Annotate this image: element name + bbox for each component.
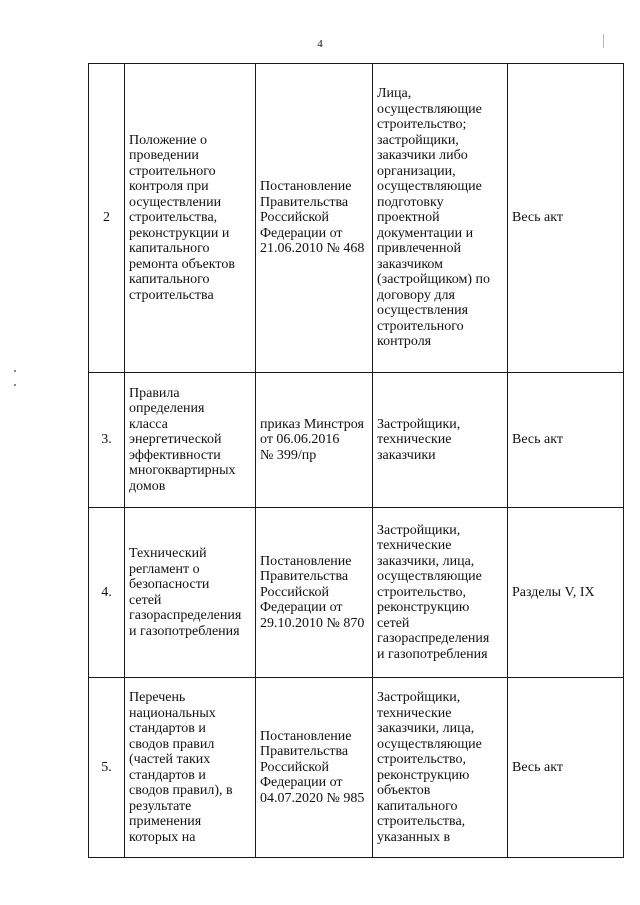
table-row: [89, 373, 624, 508]
act-scope: Весь акт: [508, 678, 624, 858]
act-scope: Весь акт: [508, 373, 624, 508]
act-name: Положение о проведении строительного контроля при осуществлении строительства, реконструкции и капитального ремонта объектов капитального строительства: [125, 64, 256, 373]
scan-dot: [14, 384, 16, 386]
row-number: 2: [89, 64, 125, 373]
act-scope: Разделы V, IX: [508, 508, 624, 678]
act-name: Правила определения класса энергетической эффективности многоквартирных домов: [125, 373, 256, 508]
act-name: Перечень национальных стандартов и сводов правил (частей таких стандартов и сводов правил), в результате применения которых на: [125, 678, 256, 858]
act-name: Технический регламент о безопасности сетей газораспределения и газопотребления: [125, 508, 256, 678]
page-number: 4: [317, 38, 323, 50]
scan-dot: [14, 370, 16, 372]
row-number: 3.: [89, 373, 125, 508]
act-subjects: Застройщики, технические заказчики, лица, осуществляющие строительство, реконструкцию объектов капитального строительства, указанных в: [373, 678, 508, 858]
act-scope: Весь акт: [508, 64, 624, 373]
table-row: [89, 508, 624, 678]
act-subjects: Лица, осуществляющие строительство; застройщики, заказчики либо организации, осуществляющие подготовку проектной документации и привлеченной заказчиком (застройщиком) по договору для осуществления строительного контроля: [373, 64, 508, 373]
act-requisites: приказ Минстроя от 06.06.2016 № 399/пр: [256, 373, 373, 508]
act-subjects: Застройщики, технические заказчики: [373, 373, 508, 508]
row-number: 5.: [89, 678, 125, 858]
table-row: [89, 64, 624, 373]
act-subjects: Застройщики, технические заказчики, лица, осуществляющие строительство, реконструкцию сетей газораспределения и газопотребления: [373, 508, 508, 678]
act-requisites: Постановление Правительства Российской Федерации от 04.07.2020 № 985: [256, 678, 373, 858]
act-requisites: Постановление Правительства Российской Федерации от 29.10.2010 № 870: [256, 508, 373, 678]
scan-margin-mark: [603, 34, 604, 48]
row-number: 4.: [89, 508, 125, 678]
table-row: [89, 678, 624, 858]
act-requisites: Постановление Правительства Российской Федерации от 21.06.2010 № 468: [256, 64, 373, 373]
regulatory-acts-table: [88, 63, 624, 858]
